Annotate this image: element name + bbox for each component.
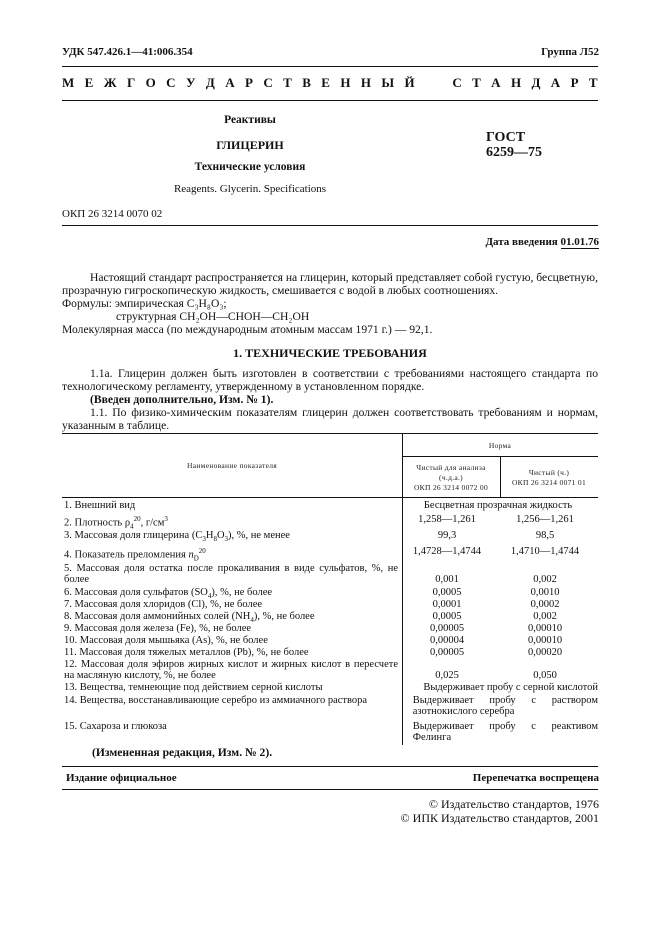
footer-rule	[62, 766, 598, 767]
english-title: Reagents. Glycerin. Specifications	[173, 183, 327, 195]
row-name: 7. Массовая доля хлоридов (Cl), %, не более	[64, 599, 263, 610]
col-b-line2: ОКП 26 3214 0071 01	[511, 478, 587, 487]
row-value-a: 0,001	[435, 574, 459, 585]
table-row	[64, 721, 598, 745]
table-row	[64, 500, 598, 512]
row-value-b: 98,5	[535, 530, 555, 541]
table-row	[64, 563, 598, 586]
table-row	[64, 659, 598, 682]
effective-date-value: 01.01.76	[560, 236, 599, 248]
subject: Реактивы	[224, 114, 276, 126]
formula-structural	[116, 310, 309, 323]
band-letter: А	[550, 75, 561, 90]
row-value: Выдерживает пробу с реактивом Фелинга	[412, 721, 598, 744]
band-letter: Д	[205, 75, 215, 90]
row-value-a: 0,0005	[432, 587, 462, 598]
column-header-norm: Норма	[488, 441, 512, 450]
table-body	[64, 500, 598, 745]
row-name: 4. Показатель преломления $n_D^{20}$	[64, 547, 206, 563]
band-letter: Й	[404, 75, 415, 90]
band-letter: А	[491, 75, 501, 90]
row-value-b: 0,00010	[527, 635, 563, 646]
product-subtitle: Технические условия	[194, 161, 306, 173]
band-letter: О	[145, 75, 156, 90]
row-value-b: 0,002	[533, 574, 557, 585]
table-row	[64, 586, 598, 599]
reprint-prohibited: Перепечатка воспрещена	[472, 772, 599, 784]
row-name: 2. Плотность $\rho_4^{20}$, $г/см^3$	[64, 515, 168, 531]
band-letter: Г	[126, 75, 136, 90]
row-value-a: 0,00005	[429, 647, 465, 658]
band-letter: Е	[84, 75, 94, 90]
row-name: 10. Массовая доля мышьяка (As), %, не более	[64, 635, 268, 646]
band-letter: Т	[472, 75, 481, 90]
table-row	[64, 635, 598, 647]
row-name: 11. Массовая доля тяжелых металлов (Pb), %, не более	[64, 647, 309, 658]
table-header-rule	[62, 497, 598, 498]
table-row	[64, 512, 598, 530]
official-edition: Издание официальное	[66, 772, 177, 784]
row-value-b: 0,00020	[527, 647, 563, 658]
band-letter: Д	[531, 75, 541, 90]
column-header-analytical	[402, 463, 500, 493]
row-value-b: 0,0010	[530, 587, 560, 598]
row-name: 6. Массовая доля сульфатов $(SO_4)$, %, не более	[64, 587, 273, 601]
table-body-divider	[402, 497, 403, 745]
band-letter	[439, 75, 442, 91]
table-row	[64, 682, 598, 695]
formula-empirical-value: C₃H₈O₃;	[186, 297, 227, 310]
table-row	[64, 695, 598, 721]
row-value-b: 0,050	[533, 670, 557, 681]
interstate-standard-band	[62, 75, 598, 91]
band-letter: Р	[570, 75, 579, 90]
udc-code: УДК 547.426.1—41:006.354	[62, 46, 193, 58]
col-b-line1: Чистый (ч.)	[528, 468, 570, 477]
row-value-a: 1,4728—1,4744	[412, 546, 482, 557]
band-letter: Ы	[381, 75, 395, 90]
column-header-pure	[500, 468, 598, 488]
column-header-name: Наименование показателя	[186, 461, 278, 470]
band-letter: Т	[588, 75, 598, 90]
clause-1-1a: 1.1а. Глицерин должен быть изготовлен в соответствии с требованиями настоящего стандарта по технологическому регламенту, утвержденному в установленном порядке.	[62, 367, 598, 393]
row-name: 14. Вещества, восстанавливающие серебро из аммиачного раствора	[64, 695, 368, 706]
section-heading: 1. ТЕХНИЧЕСКИЕ ТРЕБОВАНИЯ	[233, 346, 427, 360]
row-value-a: 0,025	[435, 670, 459, 681]
row-value-a: 0,0001	[432, 599, 462, 610]
okp-code: ОКП 26 3214 0070 02	[62, 208, 163, 220]
copyright-1976: © Издательство стандартов, 1976	[428, 797, 599, 811]
table-row	[64, 611, 598, 623]
band-letter: Е	[321, 75, 330, 90]
formula-struct-value: CH₂OH—CHOH—CH₂OH	[179, 310, 310, 323]
molar-mass: Молекулярная масса (по международным атомным массам 1971 г.) — 92,1.	[62, 323, 433, 336]
row-name: 9. Массовая доля железа (Fe), %, не более	[64, 623, 252, 634]
copyright-2001: © ИПК Издательство стандартов, 2001	[400, 811, 599, 825]
band-letter: Ж	[103, 75, 117, 90]
clause-1-1: 1.1. По физико-химическим показателям глицерин должен соответствовать требованиям и нормам, указанным в таблице.	[62, 406, 598, 432]
row-value-a: 0,0005	[432, 611, 462, 622]
gost-number: 6259—75	[486, 145, 542, 160]
row-value-a: 1,258—1,261	[418, 514, 476, 525]
header-rule	[62, 66, 598, 67]
gost-label: ГОСТ	[486, 130, 526, 145]
table-row	[64, 599, 598, 611]
row-value-a: 99,3	[437, 530, 457, 541]
row-value: Бесцветная прозрачная жидкость	[423, 500, 573, 511]
table-row	[64, 623, 598, 635]
row-name: 13. Вещества, темнеющие под действием серной кислоты	[64, 682, 323, 693]
band-letter: М	[62, 75, 75, 90]
amendment-2-note: (Измененная редакция, Изм. № 2).	[92, 746, 273, 759]
row-value-b: 0,0002	[530, 599, 560, 610]
row-value-b: 0,002	[533, 611, 557, 622]
row-value-b: 1,256—1,261	[516, 514, 574, 525]
band-letter: В	[302, 75, 311, 90]
formula-label: Формулы: эмпирическая	[62, 297, 184, 310]
table-row	[64, 530, 598, 543]
row-value-a: 0,00005	[429, 623, 465, 634]
row-name: 1. Внешний вид	[64, 500, 136, 511]
row-name: 3. Массовая доля глицерина $(С_3Н_8О_3)$, %, не менее	[64, 530, 290, 544]
product-name: ГЛИЦЕРИН	[216, 138, 284, 152]
title-rule	[62, 225, 598, 226]
band-letter: С	[452, 75, 462, 90]
band-rule	[62, 100, 598, 101]
effective-date-label: Дата введения	[485, 236, 558, 248]
row-value-b: 1,4710—1,4744	[510, 546, 580, 557]
band-letter: У	[185, 75, 196, 90]
footer-rule-2	[62, 789, 598, 790]
col-a-line2: (ч.д.а.)	[439, 473, 463, 482]
band-letter: Р	[245, 75, 253, 90]
row-value-a: 0,00004	[429, 635, 465, 646]
band-letter: Н	[360, 75, 371, 90]
band-letter	[425, 75, 428, 91]
band-letter: С	[263, 75, 273, 90]
table-row	[64, 647, 598, 659]
intro-paragraph: Настоящий стандарт распространяется на глицерин, который представляет собой густую, бесцветную, прозрачную гигроскопическую жидкость, смешивается с водой в любых соотношениях.	[62, 271, 598, 297]
band-letter: А	[225, 75, 235, 90]
row-value-b: 0,00010	[527, 623, 563, 634]
formula-empirical	[62, 297, 227, 310]
effective-date	[485, 236, 599, 248]
col-a-line3: ОКП 26 3214 0072 00	[413, 483, 489, 492]
table-top-rule	[62, 433, 598, 434]
row-value: Выдерживает пробу с серной кислотой	[423, 682, 598, 693]
amendment-1-note: (Введен дополнительно, Изм. № 1).	[90, 393, 274, 406]
band-letter: Н	[340, 75, 351, 90]
band-letter: Н	[510, 75, 522, 90]
row-name: 12. Массовая доля эфиров жирных кислот и жирных кислот в пересчете на масляную кислоту, %, не более	[64, 659, 398, 682]
formula-struct-label: структурная	[116, 310, 177, 323]
table-row	[64, 543, 598, 563]
row-name: 5. Массовая доля остатка после прокаливания в виде сульфатов, %, не более	[64, 563, 398, 586]
row-name: 15. Сахароза и глюкоза	[64, 721, 167, 732]
band-letter: С	[166, 75, 176, 90]
col-a-line1: Чистый для анализа	[416, 463, 486, 472]
row-value: Выдерживает пробу с раствором азотнокислого серебра	[412, 695, 598, 718]
group-code: Группа Л52	[541, 46, 599, 58]
band-letter: Т	[283, 75, 292, 90]
row-name: 8. Массовая доля аммонийных солей $(NH_4)$, %, не более	[64, 611, 315, 625]
